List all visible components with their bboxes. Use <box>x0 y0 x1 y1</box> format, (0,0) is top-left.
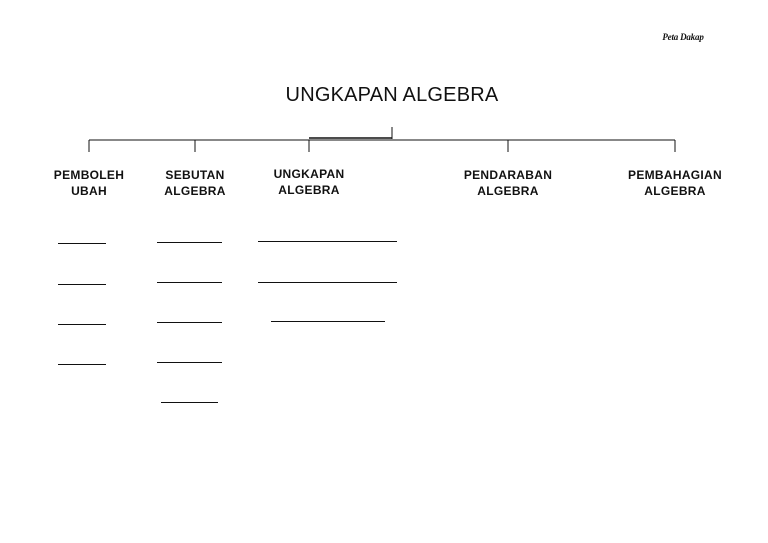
branch-heading-line: ALGEBRA <box>477 184 539 198</box>
answer-blank[interactable] <box>58 324 106 325</box>
answer-blank[interactable] <box>157 362 222 363</box>
branch-heading-line: UBAH <box>71 184 107 198</box>
branch-heading-line: UNGKAPAN <box>273 167 345 181</box>
answer-blank[interactable] <box>258 241 397 242</box>
answer-blank[interactable] <box>58 364 106 365</box>
answer-blank[interactable] <box>271 321 385 322</box>
answer-blank[interactable] <box>157 242 222 243</box>
thinking-map-label: Peta Dakap <box>662 32 704 42</box>
branch-heading-pembahagian-algebra <box>615 167 735 199</box>
branch-heading-ungkapan-algebra <box>259 166 359 198</box>
branch-heading-line: ALGEBRA <box>164 184 226 198</box>
answer-blank[interactable] <box>258 282 397 283</box>
branch-heading-pemboleh-ubah <box>39 167 139 199</box>
branch-heading-line: PENDARABAN <box>463 168 553 182</box>
answer-blank[interactable] <box>58 243 106 244</box>
map-title: UNGKAPAN ALGEBRA <box>285 84 499 106</box>
branch-heading-pendaraban-algebra <box>448 167 568 199</box>
answer-blank[interactable] <box>161 402 218 403</box>
answer-blank[interactable] <box>58 284 106 285</box>
branch-heading-line: PEMBOLEH <box>53 168 125 182</box>
answer-blank[interactable] <box>157 282 222 283</box>
answer-blank[interactable] <box>157 322 222 323</box>
branch-heading-line: ALGEBRA <box>278 183 340 197</box>
branch-heading-line: SEBUTAN <box>165 168 225 182</box>
branch-heading-sebutan-algebra <box>145 167 245 199</box>
branch-heading-line: PEMBAHAGIAN <box>628 168 722 182</box>
branch-heading-line: ALGEBRA <box>644 184 706 198</box>
